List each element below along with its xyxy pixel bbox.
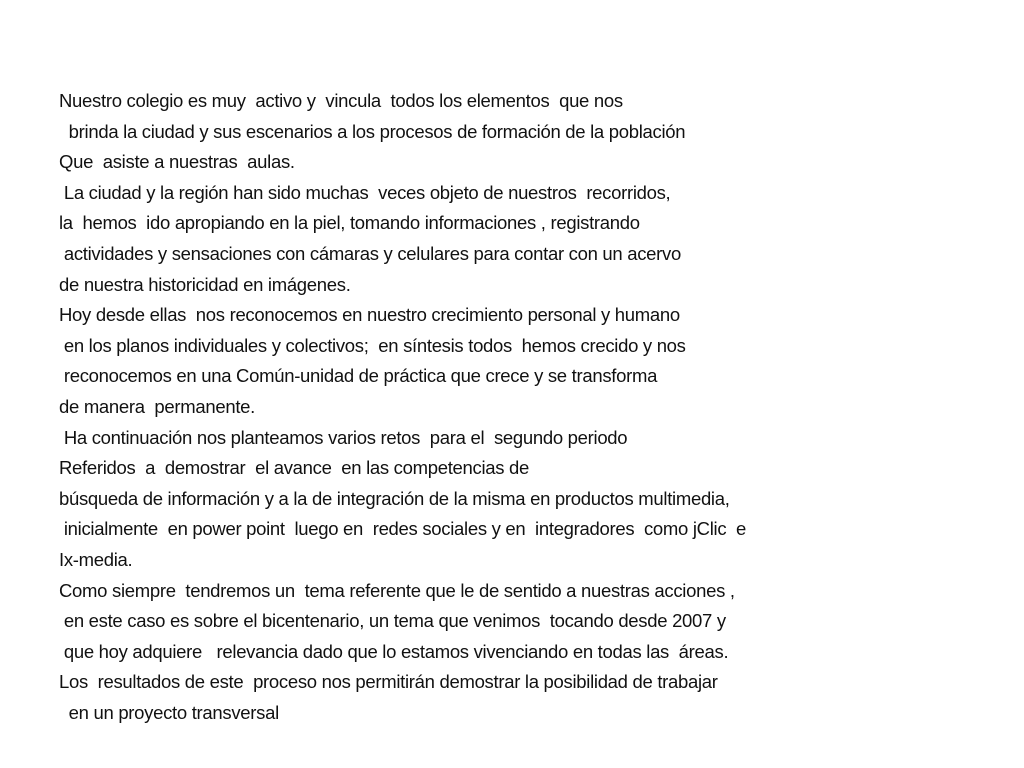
text-line: Referidos a demostrar el avance en las competencias de	[59, 457, 530, 479]
text-line: búsqueda de información y a la de integración de la misma en productos multimedia,	[59, 487, 730, 509]
text-line: de manera permanente.	[59, 395, 255, 417]
text-line: en este caso es sobre el bicentenario, un tema que venimos tocando desde 2007 y	[59, 610, 726, 632]
text-line: Hoy desde ellas nos reconocemos en nuestro crecimiento personal y humano	[59, 304, 680, 326]
text-line: en los planos individuales y colectivos; en síntesis todos hemos crecido y nos	[59, 334, 686, 356]
text-line: reconocemos en una Común-unidad de práctica que crece y se transforma	[59, 365, 658, 387]
text-line: Como siempre tendremos un tema referente que le de sentido a nuestras acciones ,	[59, 579, 735, 601]
text-line: Que asiste a nuestras aulas.	[59, 151, 295, 173]
body-text	[59, 86, 1009, 728]
text-line: Nuestro colegio es muy activo y vincula todos los elementos que nos	[59, 90, 623, 111]
text-line: que hoy adquiere relevancia dado que lo estamos vivenciando en todas las áreas.	[59, 640, 729, 662]
text-line: la hemos ido apropiando en la piel, tomando informaciones , registrando	[59, 212, 640, 234]
text-line: Ix-media.	[59, 548, 133, 570]
text-line: Ha continuación nos planteamos varios retos para el segundo periodo	[59, 426, 628, 448]
text-line: inicialmente en power point luego en redes sociales y en integradores como jClic e	[59, 518, 746, 540]
text-line: en un proyecto transversal	[59, 701, 279, 723]
text-line: de nuestra historicidad en imágenes.	[59, 273, 351, 295]
text-line: La ciudad y la región han sido muchas veces objeto de nuestros recorridos,	[59, 181, 671, 203]
text-line: Los resultados de este proceso nos permitirán demostrar la posibilidad de trabajar	[59, 671, 718, 693]
text-line: brinda la ciudad y sus escenarios a los procesos de formación de la población	[59, 120, 686, 142]
text-line: actividades y sensaciones con cámaras y celulares para contar con un acervo	[59, 242, 681, 264]
